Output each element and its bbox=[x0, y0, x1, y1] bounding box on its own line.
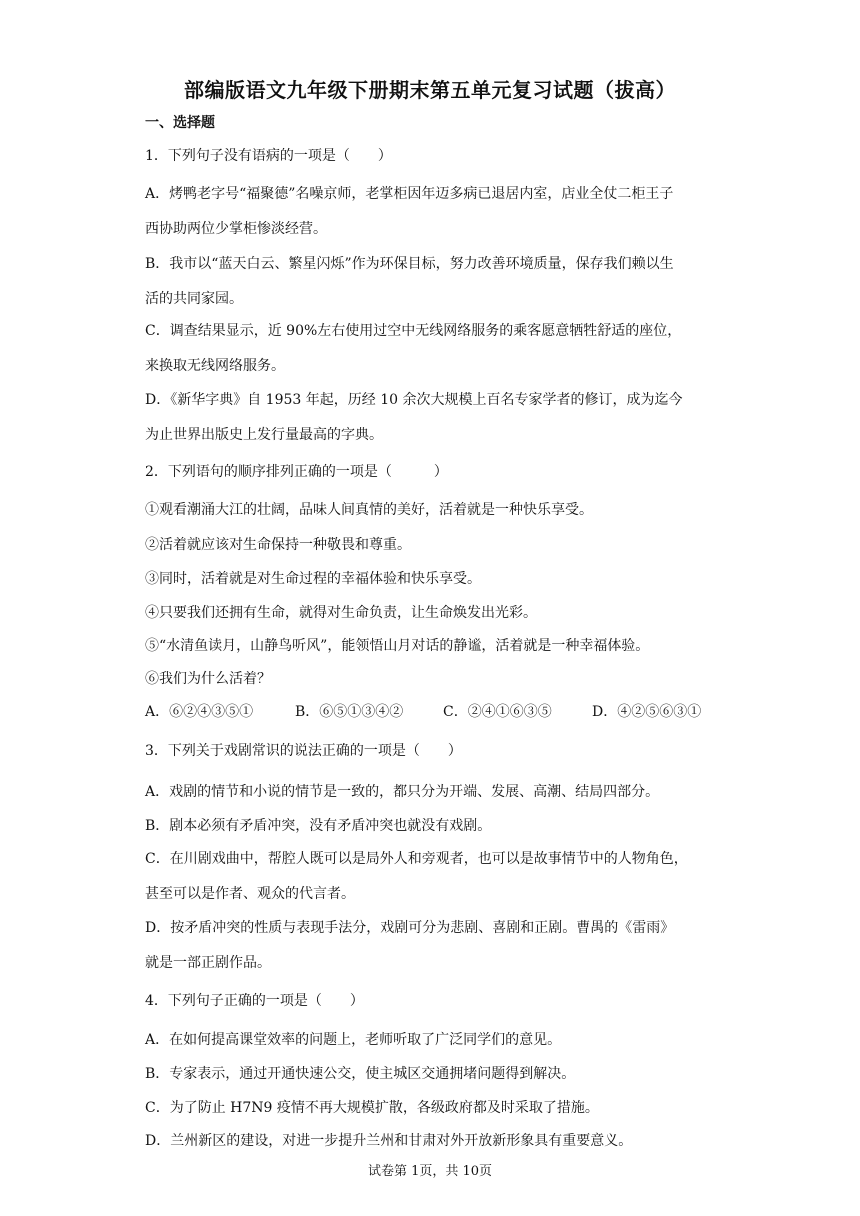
question-4-option-c: C．为了防止 H7N9 疫情不再大规模扩散，各级政府都及时采取了措施。 bbox=[145, 1100, 599, 1116]
question-4-stem: 4．下列句子正确的一项是（ ） bbox=[145, 993, 364, 1009]
question-1-option-d: D．《新华字典》自 1953 年起，历经 10 余次大规模上百名专家学者的修订，成为迄今 bbox=[145, 392, 683, 408]
question-2-option-d: D．④②⑤⑥③① bbox=[592, 704, 702, 720]
question-3-option-c: C．在川剧戏曲中，帮腔人既可以是局外人和旁观者，也可以是故事情节中的人物角色， bbox=[145, 851, 688, 867]
question-2-options bbox=[145, 702, 701, 722]
question-3-option-d-cont: 就是一部正剧作品。 bbox=[145, 955, 271, 971]
question-1-option-b: B．我市以“蓝天白云、繁星闪烁”作为环保目标，努力改善环境质量，保存我们赖以生 bbox=[145, 256, 674, 272]
question-2-option-a: A．⑥②④③⑤① bbox=[145, 704, 254, 720]
question-1-option-c-cont: 来换取无线网络服务。 bbox=[145, 358, 285, 374]
question-2-option-c: C．②④①⑥③⑤ bbox=[443, 704, 552, 720]
question-1-option-b-cont: 活的共同家园。 bbox=[145, 291, 243, 307]
question-3-option-d: D．按矛盾冲突的性质与表现手法分，戏剧可分为悲剧、喜剧和正剧。曹禺的《雷雨》 bbox=[145, 920, 675, 936]
question-2-sentence-1: ①观看潮涌大江的壮阔，品味人间真情的美好，活着就是一种快乐享受。 bbox=[145, 502, 593, 518]
question-3-option-c-cont: 甚至可以是作者、观众的代言者。 bbox=[145, 886, 355, 902]
page-footer: 试卷第 1页，共 10页 bbox=[367, 1164, 493, 1179]
question-2-sentence-4: ④只要我们还拥有生命，就得对生命负责，让生命焕发出光彩。 bbox=[145, 605, 537, 621]
section-heading: 一、选择题 bbox=[145, 115, 215, 131]
question-3-option-b: B．剧本必须有矛盾冲突，没有矛盾冲突也就没有戏剧。 bbox=[145, 818, 492, 834]
question-2-stem: 2．下列语句的顺序排列正确的一项是（ ） bbox=[145, 464, 448, 480]
question-1-option-c: C．调查结果显示，近 90%左右使用过空中无线网络服务的乘客愿意牺牲舒适的座位， bbox=[145, 323, 682, 339]
question-4-option-d: D．兰州新区的建设，对进一步提升兰州和甘肃对外开放新形象具有重要意义。 bbox=[145, 1133, 633, 1149]
question-2-sentence-6: ⑥我们为什么活着？ bbox=[145, 671, 271, 687]
question-1-option-a: A．烤鸭老字号“福聚德”名噪京师，老掌柜因年迈多病已退居内室，店业全仗二柜王子 bbox=[145, 186, 674, 202]
question-2-sentence-3: ③同时，活着就是对生命过程的幸福体验和快乐享受。 bbox=[145, 571, 481, 587]
question-1-stem: 1．下列句子没有语病的一项是（ ） bbox=[145, 148, 392, 164]
question-1-option-d-cont: 为止世界出版史上发行量最高的字典。 bbox=[145, 427, 383, 443]
question-2-sentence-2: ②活着就应该对生命保持一种敬畏和尊重。 bbox=[145, 537, 411, 553]
question-4-option-a: A．在如何提高课堂效率的问题上，老师听取了广泛同学们的意见。 bbox=[145, 1032, 562, 1048]
question-2-option-b: B．⑥⑤①③④② bbox=[295, 704, 404, 720]
page-title: 部编版语文九年级下册期末第五单元复习试题（拔高） bbox=[184, 78, 676, 102]
question-1-option-a-cont: 西协助两位少掌柜惨淡经营。 bbox=[145, 221, 327, 237]
question-3-stem: 3．下列关于戏剧常识的说法正确的一项是（ ） bbox=[145, 743, 462, 759]
question-2-sentence-5: ⑤“水清鱼读月，山静鸟听风”，能领悟山月对话的静谧，活着就是一种幸福体验。 bbox=[145, 638, 650, 654]
question-3-option-a: A．戏剧的情节和小说的情节是一致的，都只分为开端、发展、高潮、结局四部分。 bbox=[145, 784, 660, 800]
question-4-option-b: B．专家表示，通过开通快速公交，使主城区交通拥堵问题得到解决。 bbox=[145, 1066, 576, 1082]
